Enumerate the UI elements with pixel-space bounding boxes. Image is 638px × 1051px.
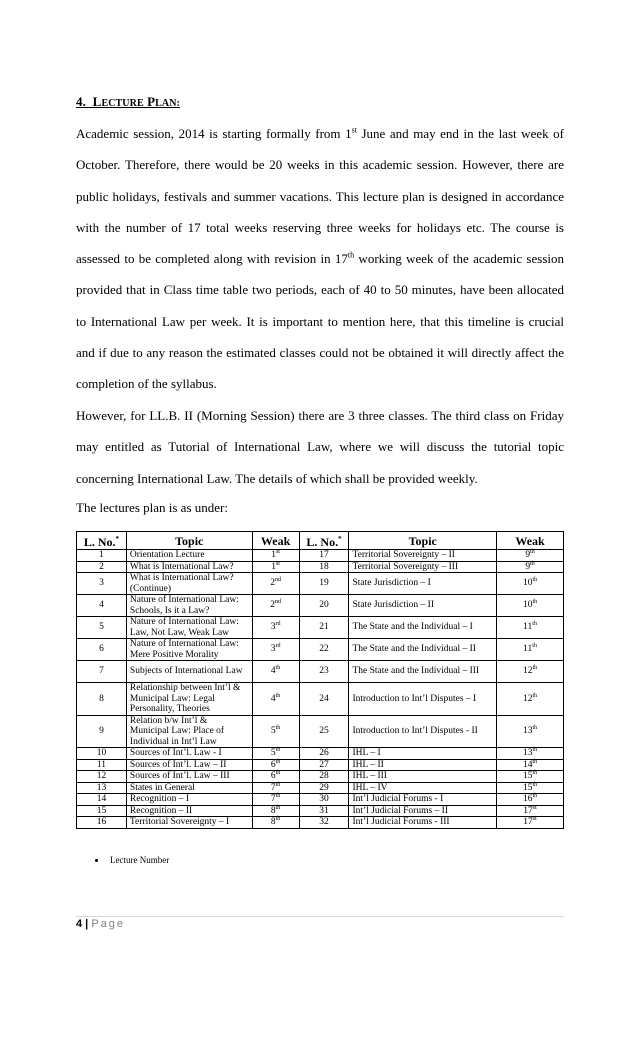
cell-lecture-no: 13: [77, 782, 127, 794]
cell-topic: IHL – III: [349, 771, 497, 783]
cell-lecture-no: 18: [299, 561, 349, 573]
header-weak: Weak: [497, 532, 564, 550]
cell-lecture-no: 11: [77, 759, 127, 771]
cell-lecture-no: 30: [299, 794, 349, 806]
table-row: [77, 715, 564, 748]
cell-week: 13th: [497, 748, 564, 760]
cell-week: 3rd: [252, 617, 299, 639]
header-topic: Topic: [349, 532, 497, 550]
cell-lecture-no: 5: [77, 617, 127, 639]
cell-lecture-no: 16: [77, 817, 127, 829]
lecture-plan-table: [76, 531, 564, 829]
cell-topic: Nature of International Law: Schools, Is it a Law?: [126, 595, 252, 617]
cell-lecture-no: 7: [77, 661, 127, 683]
cell-lecture-no: 6: [77, 639, 127, 661]
cell-lecture-no: 14: [77, 794, 127, 806]
cell-week: 17st: [497, 817, 564, 829]
cell-topic: States in General: [126, 782, 252, 794]
cell-week: 13th: [497, 715, 564, 748]
table-row: [77, 550, 564, 562]
cell-topic: What is International Law?: [126, 561, 252, 573]
cell-week: 15th: [497, 771, 564, 783]
cell-topic: State Jurisdiction – II: [349, 595, 497, 617]
cell-topic: Subjects of International Law: [126, 661, 252, 683]
cell-topic: The State and the Individual – III: [349, 661, 497, 683]
cell-lecture-no: 2: [77, 561, 127, 573]
cell-topic: The State and the Individual – II: [349, 639, 497, 661]
cell-week: 12th: [497, 661, 564, 683]
cell-week: 7th: [252, 782, 299, 794]
table-row: [77, 817, 564, 829]
table-row: [77, 759, 564, 771]
section-heading: 4. LECTURE PLAN:: [76, 94, 180, 109]
cell-topic: Int’l Judicial Forums - III: [349, 817, 497, 829]
header-lno: L. No.*: [77, 532, 127, 550]
table-row: [77, 595, 564, 617]
cell-topic: IHL – IV: [349, 782, 497, 794]
cell-lecture-no: 23: [299, 661, 349, 683]
cell-week: 10th: [497, 595, 564, 617]
cell-lecture-no: 28: [299, 771, 349, 783]
cell-week: 8th: [252, 805, 299, 817]
paragraph-intro: Academic session, 2014 is starting formally from 1st June and may end in the last week of October. Therefore, there would be 20 weeks in this academic session. However, there are public holidays, festivals and summer vacations. This lecture plan is designed in accordance with the number of 17 total weeks reserving three weeks for holidays etc. The course is assessed to be completed along with revision in 17th working week of the academic session provided that in Class time table two periods, each of 40 to 50 minutes, have been allocated to International Law per week. It is important to mention here, that this timeline is crucial and if due to any reason the estimated classes could not be obtained it will directly affect the completion of the syllabus.: [76, 125, 564, 392]
header-lno: L. No.*: [299, 532, 349, 550]
cell-week: 14th: [497, 759, 564, 771]
cell-week: 4th: [252, 661, 299, 683]
cell-lecture-no: 15: [77, 805, 127, 817]
cell-week: 3rd: [252, 639, 299, 661]
cell-lecture-no: 27: [299, 759, 349, 771]
table-row: [77, 805, 564, 817]
table-header-row: [77, 532, 564, 550]
cell-topic: Recognition – II: [126, 805, 252, 817]
cell-week: 1st: [252, 550, 299, 562]
cell-topic: Sources of Int’l. Law – III: [126, 771, 252, 783]
cell-week: 2nd: [252, 595, 299, 617]
table-row: [77, 748, 564, 760]
cell-topic: Introduction to Int’l Disputes – I: [349, 683, 497, 716]
cell-week: 5th: [252, 715, 299, 748]
cell-week: 2nd: [252, 573, 299, 595]
table-row: [77, 794, 564, 806]
cell-topic: Sources of Int’l. Law – II: [126, 759, 252, 771]
cell-topic: Int’l Judicial Forums – II: [349, 805, 497, 817]
table-row: [77, 683, 564, 716]
cell-week: 5th: [252, 748, 299, 760]
cell-week: 8th: [252, 817, 299, 829]
cell-lecture-no: 1: [77, 550, 127, 562]
cell-week: 6th: [252, 771, 299, 783]
header-topic: Topic: [126, 532, 252, 550]
table-row: [77, 561, 564, 573]
table-row: [77, 639, 564, 661]
paragraph-table-intro: The lectures plan is as under:: [76, 500, 228, 515]
cell-topic: Territorial Sovereignty – II: [349, 550, 497, 562]
page-footer: 4 | Page: [76, 918, 126, 930]
table-row: [77, 661, 564, 683]
footer-divider: [76, 916, 564, 917]
cell-week: 10th: [497, 573, 564, 595]
cell-lecture-no: 31: [299, 805, 349, 817]
footnote-lecture-number: Lecture Number: [95, 855, 169, 865]
cell-lecture-no: 3: [77, 573, 127, 595]
table-row: [77, 771, 564, 783]
cell-lecture-no: 10: [77, 748, 127, 760]
cell-week: 4th: [252, 683, 299, 716]
table-row: [77, 617, 564, 639]
cell-week: 11th: [497, 639, 564, 661]
cell-topic: Recognition – I: [126, 794, 252, 806]
cell-lecture-no: 12: [77, 771, 127, 783]
cell-topic: Int’l Judicial Forums - I: [349, 794, 497, 806]
cell-week: 15th: [497, 782, 564, 794]
cell-topic: Sources of Int’l. Law - I: [126, 748, 252, 760]
cell-week: 9th: [497, 561, 564, 573]
cell-topic: The State and the Individual – I: [349, 617, 497, 639]
cell-week: 1st: [252, 561, 299, 573]
cell-topic: Territorial Sovereignty – I: [126, 817, 252, 829]
cell-lecture-no: 19: [299, 573, 349, 595]
cell-week: 6th: [252, 759, 299, 771]
cell-topic: IHL – II: [349, 759, 497, 771]
cell-topic: Nature of International Law: Mere Positive Morality: [126, 639, 252, 661]
cell-lecture-no: 25: [299, 715, 349, 748]
cell-lecture-no: 26: [299, 748, 349, 760]
cell-lecture-no: 20: [299, 595, 349, 617]
cell-week: 9th: [497, 550, 564, 562]
cell-topic: IHL – I: [349, 748, 497, 760]
cell-lecture-no: 24: [299, 683, 349, 716]
table-row: [77, 782, 564, 794]
cell-week: 17st: [497, 805, 564, 817]
cell-week: 16th: [497, 794, 564, 806]
cell-topic: Relation b/w Int’l & Municipal Law: Place of Individual in Int’l Law: [126, 715, 252, 748]
cell-topic: Nature of International Law: Law, Not Law, Weak Law: [126, 617, 252, 639]
cell-lecture-no: 17: [299, 550, 349, 562]
cell-topic: Relationship between Int’l & Municipal Law: Legal Personality, Theories: [126, 683, 252, 716]
cell-week: 7th: [252, 794, 299, 806]
cell-topic: Orientation Lecture: [126, 550, 252, 562]
cell-topic: Introduction to Int’l Disputes - II: [349, 715, 497, 748]
cell-lecture-no: 22: [299, 639, 349, 661]
cell-lecture-no: 29: [299, 782, 349, 794]
cell-week: 12th: [497, 683, 564, 716]
paragraph-morning-session: However, for LL.B. II (Morning Session) there are 3 three classes. The third class on Friday may entitled as Tutorial of International Law, where we will discuss the tutorial topic concerning International Law. The details of which shall be provided weekly.: [76, 408, 564, 486]
cell-lecture-no: 9: [77, 715, 127, 748]
cell-lecture-no: 8: [77, 683, 127, 716]
cell-topic: State Jurisdiction – I: [349, 573, 497, 595]
cell-week: 11th: [497, 617, 564, 639]
cell-lecture-no: 4: [77, 595, 127, 617]
cell-topic: Territorial Sovereignty – III: [349, 561, 497, 573]
table-row: [77, 573, 564, 595]
bullet-icon: [95, 859, 98, 862]
cell-lecture-no: 32: [299, 817, 349, 829]
cell-topic: What is International Law? (Continue): [126, 573, 252, 595]
cell-lecture-no: 21: [299, 617, 349, 639]
header-weak: Weak: [252, 532, 299, 550]
